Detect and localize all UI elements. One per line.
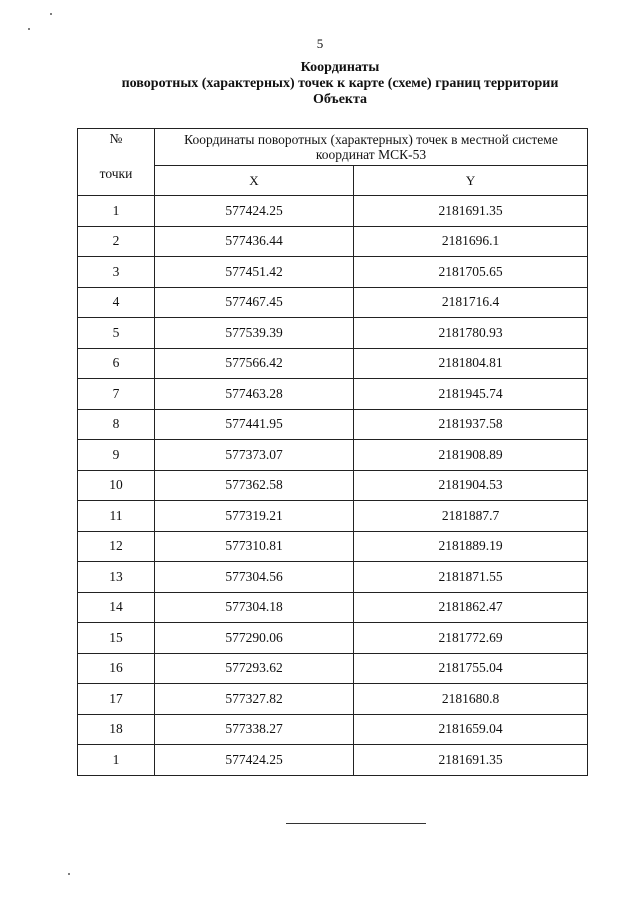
cell-x: 577424.25 xyxy=(155,745,354,776)
cell-y: 2181691.35 xyxy=(354,196,588,227)
table-row xyxy=(78,379,588,410)
header-point-label: точки xyxy=(99,166,133,181)
table-row xyxy=(78,745,588,776)
cell-point-number: 18 xyxy=(78,714,155,745)
scan-speck xyxy=(28,28,30,30)
page-number: 5 xyxy=(316,36,324,51)
table-row xyxy=(78,562,588,593)
header-y: Y xyxy=(354,166,588,196)
table-row xyxy=(78,348,588,379)
cell-y: 2181680.8 xyxy=(354,684,588,715)
cell-x: 577327.82 xyxy=(155,684,354,715)
cell-point-number: 6 xyxy=(78,348,155,379)
cell-point-number: 15 xyxy=(78,623,155,654)
header-x: X xyxy=(155,166,354,196)
coordinates-table xyxy=(77,128,588,776)
cell-y: 2181705.65 xyxy=(354,257,588,288)
cell-x: 577304.18 xyxy=(155,592,354,623)
cell-x: 577304.56 xyxy=(155,562,354,593)
cell-point-number: 12 xyxy=(78,531,155,562)
cell-y: 2181889.19 xyxy=(354,531,588,562)
cell-x: 577338.27 xyxy=(155,714,354,745)
table-row xyxy=(78,440,588,471)
cell-x: 577539.39 xyxy=(155,318,354,349)
cell-y: 2181780.93 xyxy=(354,318,588,349)
cell-x: 577463.28 xyxy=(155,379,354,410)
cell-point-number: 4 xyxy=(78,287,155,318)
table-body xyxy=(78,196,588,776)
cell-x: 577451.42 xyxy=(155,257,354,288)
cell-point-number: 10 xyxy=(78,470,155,501)
cell-point-number: 8 xyxy=(78,409,155,440)
cell-x: 577310.81 xyxy=(155,531,354,562)
title-line-3: Объекта xyxy=(312,92,368,107)
cell-point-number: 9 xyxy=(78,440,155,471)
title-line-2: поворотных (характерных) точек к карте (схеме) границ территории xyxy=(121,76,559,91)
cell-point-number: 3 xyxy=(78,257,155,288)
cell-y: 2181691.35 xyxy=(354,745,588,776)
table-row xyxy=(78,257,588,288)
cell-y: 2181716.4 xyxy=(354,287,588,318)
table-row xyxy=(78,287,588,318)
header-point-number xyxy=(78,129,155,196)
table-row xyxy=(78,592,588,623)
cell-y: 2181887.7 xyxy=(354,501,588,532)
cell-point-number: 17 xyxy=(78,684,155,715)
cell-point-number: 16 xyxy=(78,653,155,684)
cell-y: 2181937.58 xyxy=(354,409,588,440)
cell-point-number: 2 xyxy=(78,226,155,257)
table-row xyxy=(78,623,588,654)
header-coordinates-group: Координаты поворотных (характерных) точек в местной системе координат МСК-53 xyxy=(155,129,588,166)
cell-y: 2181755.04 xyxy=(354,653,588,684)
cell-y: 2181772.69 xyxy=(354,623,588,654)
cell-x: 577319.21 xyxy=(155,501,354,532)
scan-speck xyxy=(50,13,52,15)
cell-point-number: 1 xyxy=(78,196,155,227)
scan-speck xyxy=(68,873,70,875)
cell-x: 577441.95 xyxy=(155,409,354,440)
cell-x: 577467.45 xyxy=(155,287,354,318)
table-row xyxy=(78,531,588,562)
table-row xyxy=(78,196,588,227)
cell-y: 2181908.89 xyxy=(354,440,588,471)
cell-y: 2181696.1 xyxy=(354,226,588,257)
cell-y: 2181871.55 xyxy=(354,562,588,593)
cell-point-number: 5 xyxy=(78,318,155,349)
closing-divider-line xyxy=(286,823,426,824)
table-row xyxy=(78,226,588,257)
cell-x: 577293.62 xyxy=(155,653,354,684)
header-number-sign: № xyxy=(109,131,123,146)
cell-y: 2181659.04 xyxy=(354,714,588,745)
table-row xyxy=(78,409,588,440)
cell-y: 2181862.47 xyxy=(354,592,588,623)
cell-x: 577424.25 xyxy=(155,196,354,227)
cell-point-number: 11 xyxy=(78,501,155,532)
cell-point-number: 1 xyxy=(78,745,155,776)
cell-x: 577436.44 xyxy=(155,226,354,257)
cell-point-number: 7 xyxy=(78,379,155,410)
cell-x: 577373.07 xyxy=(155,440,354,471)
table-row xyxy=(78,653,588,684)
cell-y: 2181904.53 xyxy=(354,470,588,501)
cell-y: 2181945.74 xyxy=(354,379,588,410)
document-title xyxy=(60,60,620,108)
cell-point-number: 13 xyxy=(78,562,155,593)
table-row xyxy=(78,714,588,745)
cell-x: 577566.42 xyxy=(155,348,354,379)
cell-y: 2181804.81 xyxy=(354,348,588,379)
cell-point-number: 14 xyxy=(78,592,155,623)
cell-x: 577290.06 xyxy=(155,623,354,654)
title-line-1: Координаты xyxy=(300,60,380,75)
table-row xyxy=(78,501,588,532)
table-row xyxy=(78,318,588,349)
table-row xyxy=(78,684,588,715)
cell-x: 577362.58 xyxy=(155,470,354,501)
table-row xyxy=(78,470,588,501)
